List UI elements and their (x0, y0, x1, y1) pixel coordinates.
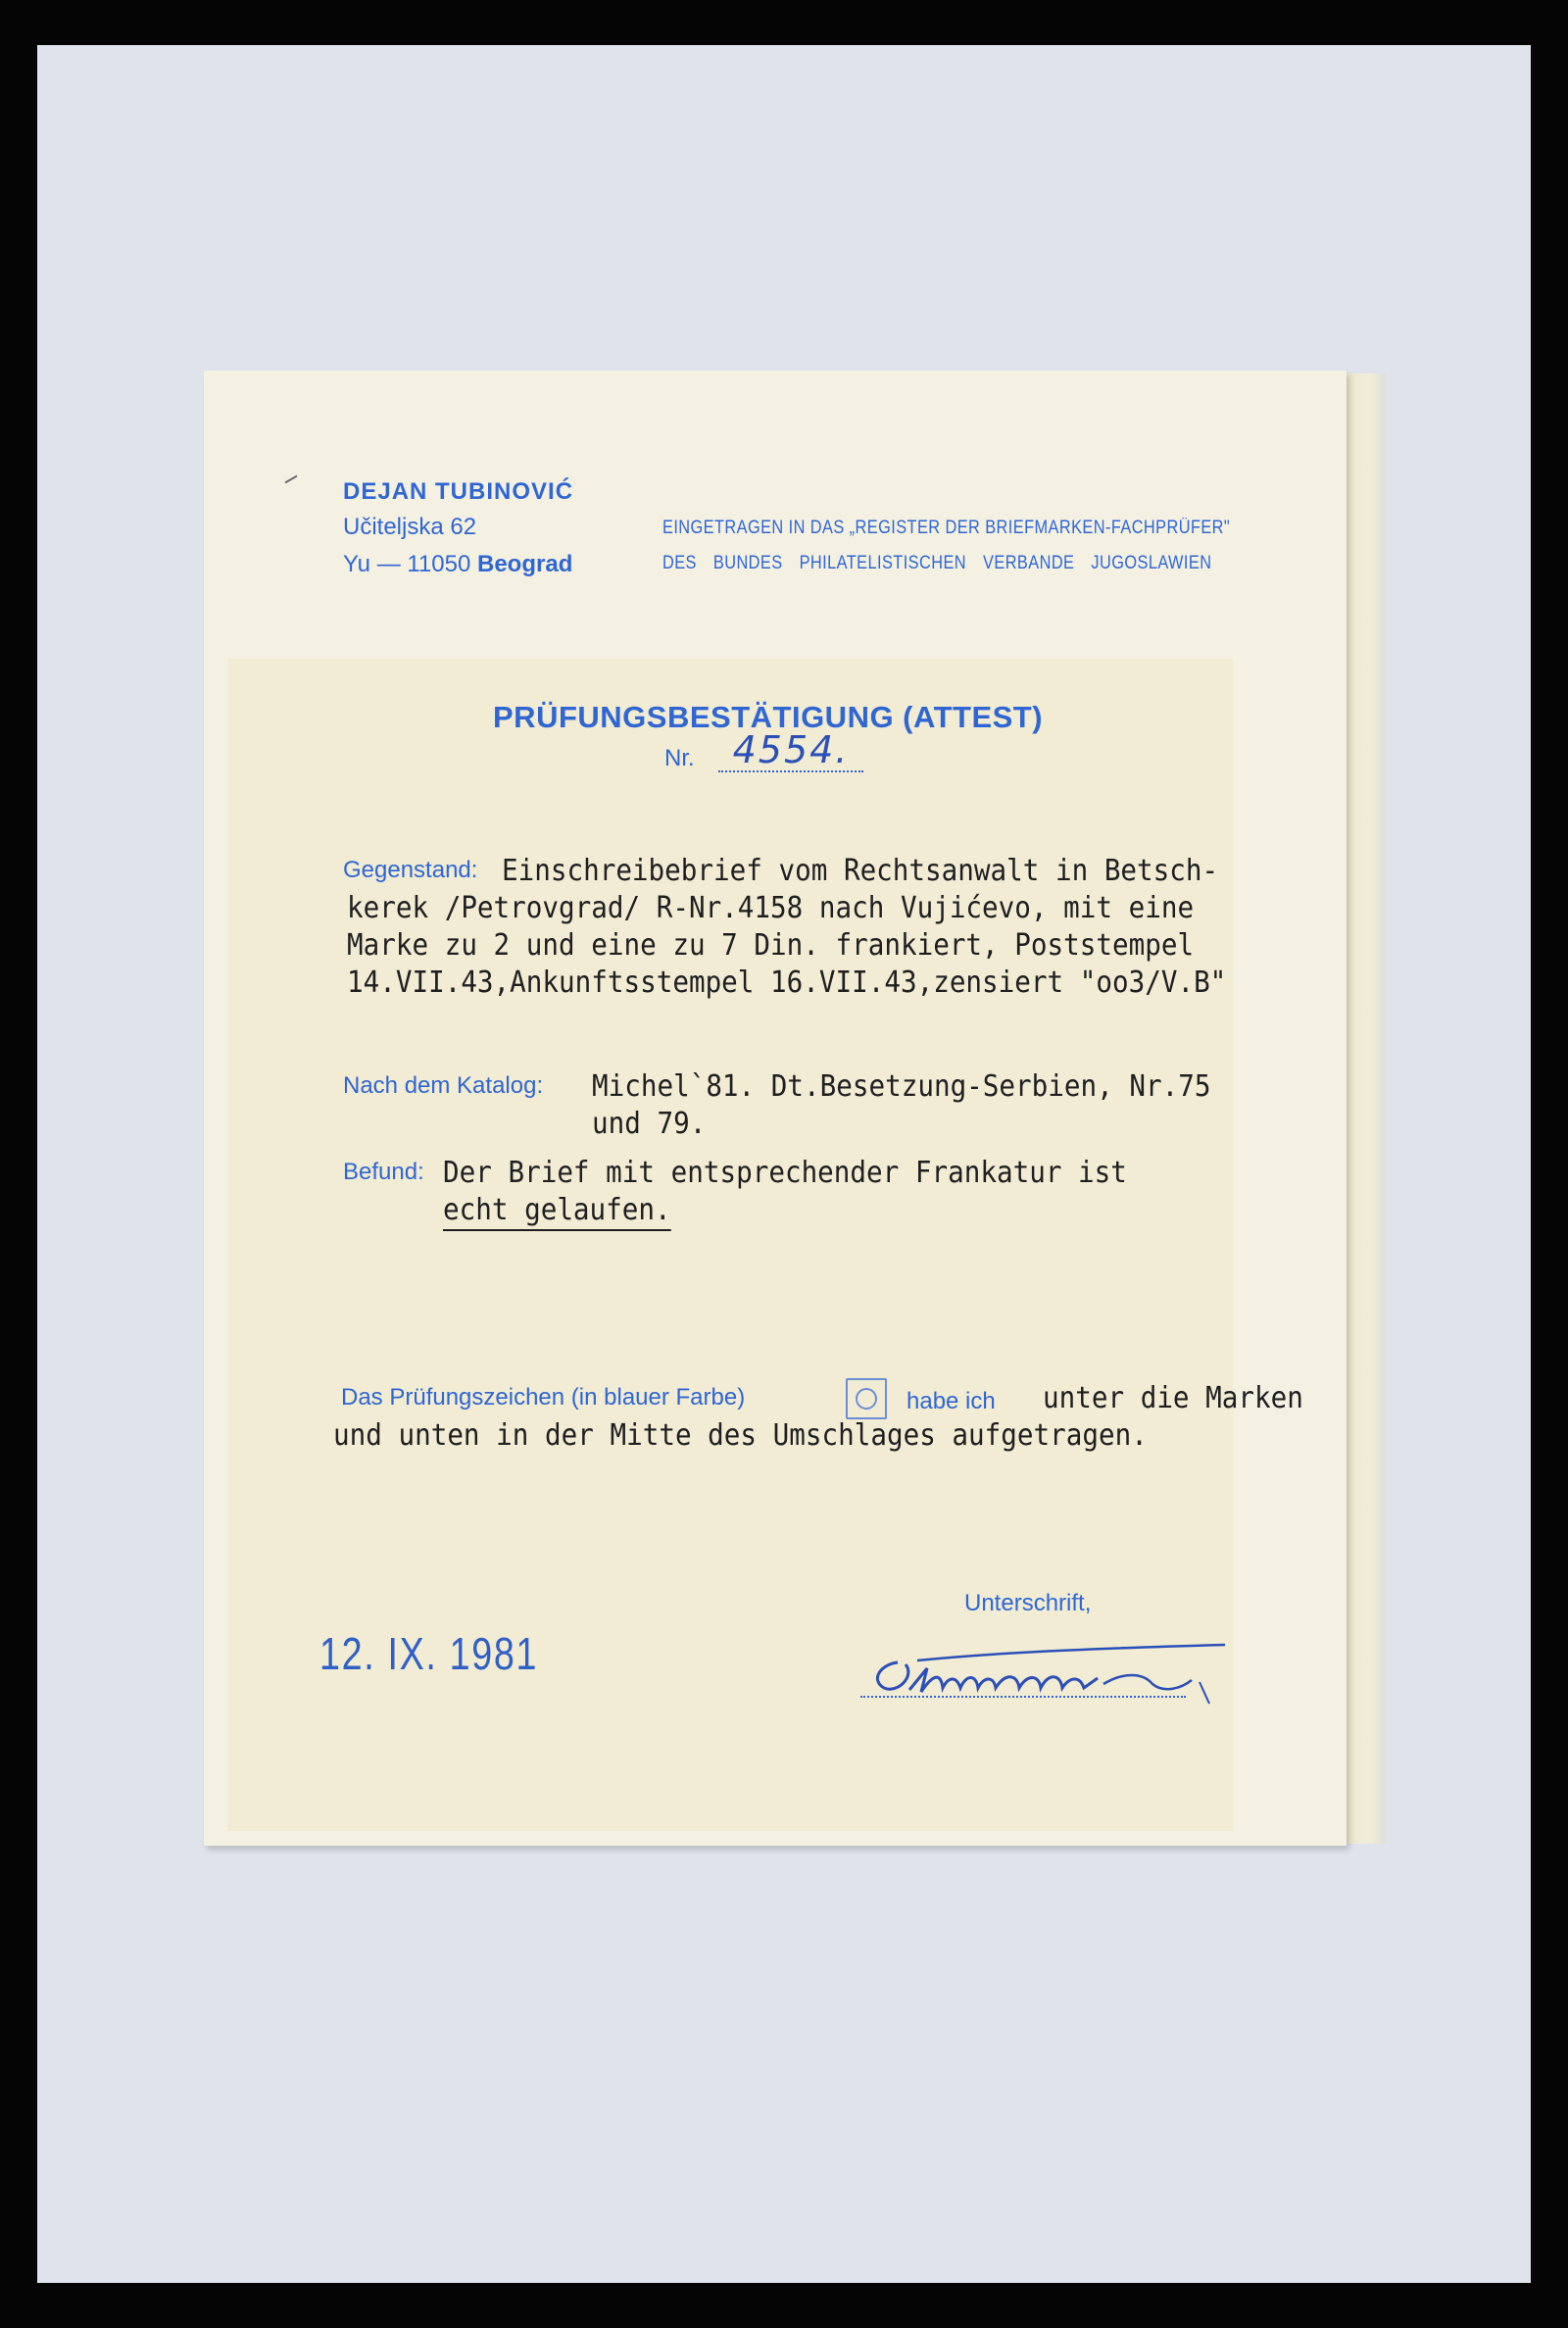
mounting-board (37, 45, 1531, 2283)
pen-mark (284, 475, 297, 484)
pruefungszeichen-line-2: und unten in der Mitte des Umschlages aufgetragen. (333, 1418, 1148, 1453)
certificate-title: PRÜFUNGSBESTÄTIGUNG (ATTEST) (493, 700, 1044, 734)
handwritten-signature (858, 1633, 1231, 1711)
letterhead-name: DEJAN TUBINOVIĆ (343, 478, 574, 505)
letterhead-city-line (343, 551, 572, 578)
pruefungszeichen-label: Das Prüfungszeichen (in blauer Farbe) (341, 1384, 746, 1411)
pruefungszeichen-habe-ich: habe ich (906, 1388, 996, 1414)
befund-line-2 (443, 1192, 671, 1229)
letterhead-postcode: Yu — 11050 (343, 551, 471, 577)
certificate-sheet (204, 371, 1347, 1846)
certificate-number-value: 4554. (718, 731, 863, 772)
signature-line (860, 1696, 1186, 1698)
katalog-label: Nach dem Katalog: (343, 1072, 544, 1099)
befund-line-1: Der Brief mit entsprechender Frankatur ist (443, 1156, 1127, 1190)
gegenstand-line-4: 14.VII.43,Ankunftsstempel 16.VII.43,zensiert "oo3/V.B" (347, 966, 1227, 1000)
letterhead-city: Beograd (477, 551, 573, 577)
gegenstand-line-2: kerek /Petrovgrad/ R-Nr.4158 nach Vujićevo, mit eine (347, 891, 1195, 925)
pruefungszeichen-stamp-icon (846, 1378, 887, 1419)
signature-label: Unterschrift, (964, 1590, 1092, 1616)
gegenstand-label: Gegenstand: (343, 857, 478, 883)
katalog-line-2: und 79. (592, 1107, 707, 1141)
letterhead-street: Učiteljska 62 (343, 514, 477, 540)
pruefungszeichen-line-1: unter die Marken (1043, 1381, 1303, 1415)
gegenstand-line-1: Einschreibebrief vom Rechtsanwalt in Betsch- (502, 854, 1219, 888)
date-stamp: 12. IX. 1981 (319, 1628, 539, 1679)
gegenstand-line-3: Marke zu 2 und eine zu 7 Din. frankiert, Poststempel (347, 928, 1195, 963)
registry-line-2: DES BUNDES PHILATELISTISCHEN VERBANDE JUGOSLAWIEN (662, 553, 1212, 573)
sheet-edge-shadow (1347, 373, 1386, 1844)
befund-label: Befund: (343, 1159, 424, 1185)
befund-verdict: echt gelaufen. (443, 1193, 671, 1231)
katalog-line-1: Michel`81. Dt.Besetzung-Serbien, Nr.75 (592, 1069, 1211, 1104)
certificate-number-label: Nr. (664, 745, 695, 771)
registry-line-1: EINGETRAGEN IN DAS „REGISTER DER BRIEFMARKEN-FACHPRÜFER" (662, 518, 1231, 538)
